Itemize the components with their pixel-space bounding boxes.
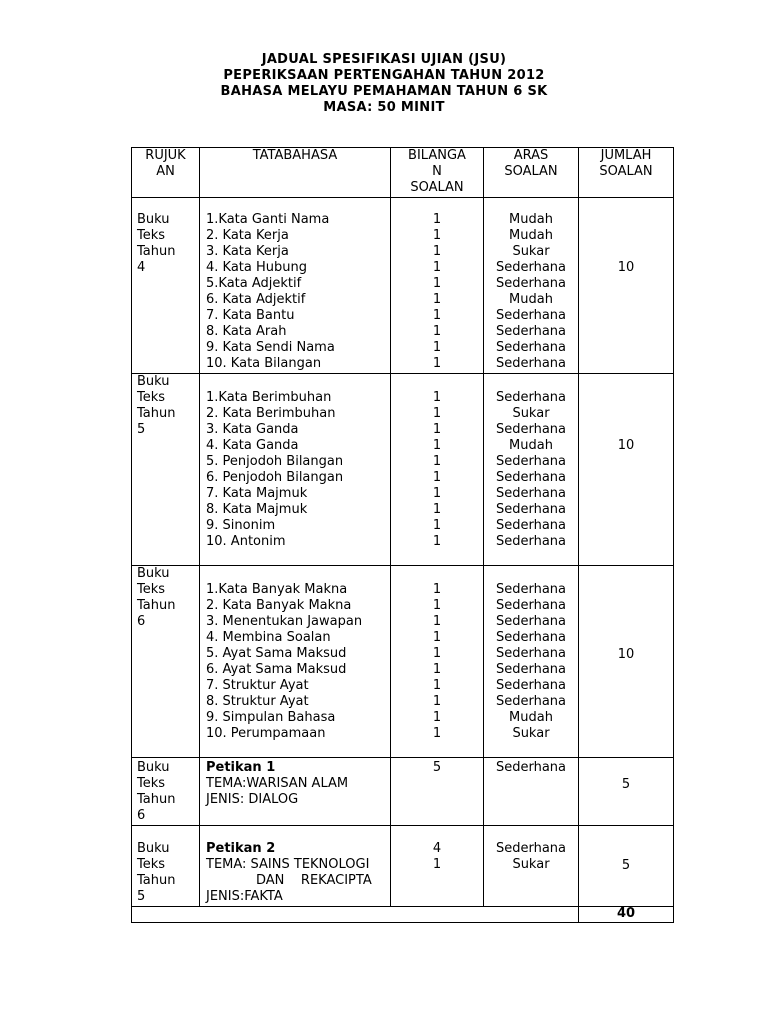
list-item: 5. Ayat Sama Maksud (206, 646, 347, 661)
doc-title-line-4: MASA: 50 MINIT (323, 100, 445, 115)
list-item: 5. Penjodoh Bilangan (206, 454, 344, 469)
section-2-jumlah: 10 (617, 438, 635, 453)
list-item: 3. Kata Kerja (206, 244, 289, 259)
section-4-petikan: Petikan 1 TEMA:WARISAN ALAM JENIS: DIALOG (206, 760, 390, 808)
doc-title-line-3: BAHASA MELAYU PEMAHAMAN TAHUN 6 SK (220, 84, 548, 99)
section-3-bilangan: 1 1 1 1 1 1 1 1 1 1 (432, 582, 442, 741)
section-1-aras: Mudah Mudah Sukar Sederhana Sederhana Mudah Sederhana Sederhana Sederhana Sederhana (495, 212, 567, 371)
list-item: 4. Membina Soalan (206, 630, 331, 645)
section-4-jumlah: 5 (621, 777, 631, 792)
list-item: 10. Antonim (206, 534, 286, 549)
list-item: 6. Ayat Sama Maksud (206, 662, 347, 677)
list-item: 1.Kata Ganti Nama (206, 212, 330, 227)
list-item: 4. Kata Hubung (206, 260, 307, 275)
list-item: 2. Kata Berimbuhan (206, 406, 336, 421)
list-item: 2. Kata Banyak Makna (206, 598, 352, 613)
header-bilangan: BILANGA N SOALAN (408, 148, 466, 195)
section-2-rujukan: Buku Teks Tahun 5 (137, 374, 176, 437)
list-item: 6. Penjodoh Bilangan (206, 470, 344, 485)
section-5-bilangan: 4 1 (432, 841, 442, 872)
doc-title-line-1: JADUAL SPESIFIKASI UJIAN (JSU) (261, 52, 507, 67)
section-5-aras: Sederhana Sukar (495, 841, 567, 872)
list-item: 9. Kata Sendi Nama (206, 340, 335, 355)
header-jumlah: JUMLAH SOALAN (599, 148, 653, 179)
section-1-bilangan: 1 1 1 1 1 1 1 1 1 1 (432, 212, 442, 371)
section-4-rujukan: Buku Teks Tahun 6 (137, 760, 176, 823)
list-item: 9. Simpulan Bahasa (206, 710, 336, 725)
list-item: 3. Kata Ganda (206, 422, 299, 437)
list-item: 8. Kata Arah (206, 324, 287, 339)
list-item: 8. Struktur Ayat (206, 694, 309, 709)
section-3-items (206, 582, 390, 742)
petikan-2-title: Petikan 2 (206, 841, 276, 856)
section-3-rujukan: Buku Teks Tahun 6 (137, 566, 176, 629)
header-rujukan: RUJUK AN (145, 148, 186, 179)
doc-title-line-2: PEPERIKSAAN PERTENGAHAN TAHUN 2012 (223, 68, 545, 83)
section-3-aras: Sederhana Sederhana Sederhana Sederhana Sederhana Sederhana Sederhana Sederhana Mudah Sukar (495, 582, 567, 741)
section-5-rujukan: Buku Teks Tahun 5 (137, 841, 176, 904)
section-4-aras: Sederhana (495, 760, 567, 775)
list-item: 4. Kata Ganda (206, 438, 299, 453)
section-1-jumlah: 10 (617, 260, 635, 275)
list-item: 6. Kata Adjektif (206, 292, 306, 307)
section-5-jumlah: 5 (621, 858, 631, 873)
list-item: 9. Sinonim (206, 518, 276, 533)
header-aras: ARAS SOALAN (504, 148, 558, 179)
section-3-jumlah: 10 (617, 647, 635, 662)
list-item: 2. Kata Kerja (206, 228, 289, 243)
section-1-rujukan: Buku Teks Tahun 4 (137, 212, 176, 275)
list-item: 10. Kata Bilangan (206, 356, 322, 371)
list-item: 7. Struktur Ayat (206, 678, 309, 693)
list-item: 1.Kata Banyak Makna (206, 582, 348, 597)
list-item: 5.Kata Adjektif (206, 276, 302, 291)
header-tatabahasa: TATABAHASA (252, 148, 338, 163)
list-item: 1.Kata Berimbuhan (206, 390, 332, 405)
section-1-items (206, 212, 390, 372)
list-item: 8. Kata Majmuk (206, 502, 308, 517)
list-item: 7. Kata Bantu (206, 308, 295, 323)
list-item: 3. Menentukan Jawapan (206, 614, 363, 629)
list-item: 7. Kata Majmuk (206, 486, 308, 501)
section-5-petikan: Petikan 2 TEMA: SAINS TEKNOLOGI DAN REKACIPTA JENIS:FAKTA (206, 841, 390, 905)
list-item: 10. Perumpamaan (206, 726, 326, 741)
section-2-aras: Sederhana Sukar Sederhana Mudah Sederhana Sederhana Sederhana Sederhana Sederhana Sederhana (495, 390, 567, 549)
section-4-bilangan: 5 (432, 760, 442, 775)
section-2-items (206, 390, 390, 550)
petikan-1-title: Petikan 1 (206, 760, 276, 775)
total-jumlah: 40 (616, 906, 636, 921)
section-2-bilangan: 1 1 1 1 1 1 1 1 1 1 (432, 390, 442, 549)
